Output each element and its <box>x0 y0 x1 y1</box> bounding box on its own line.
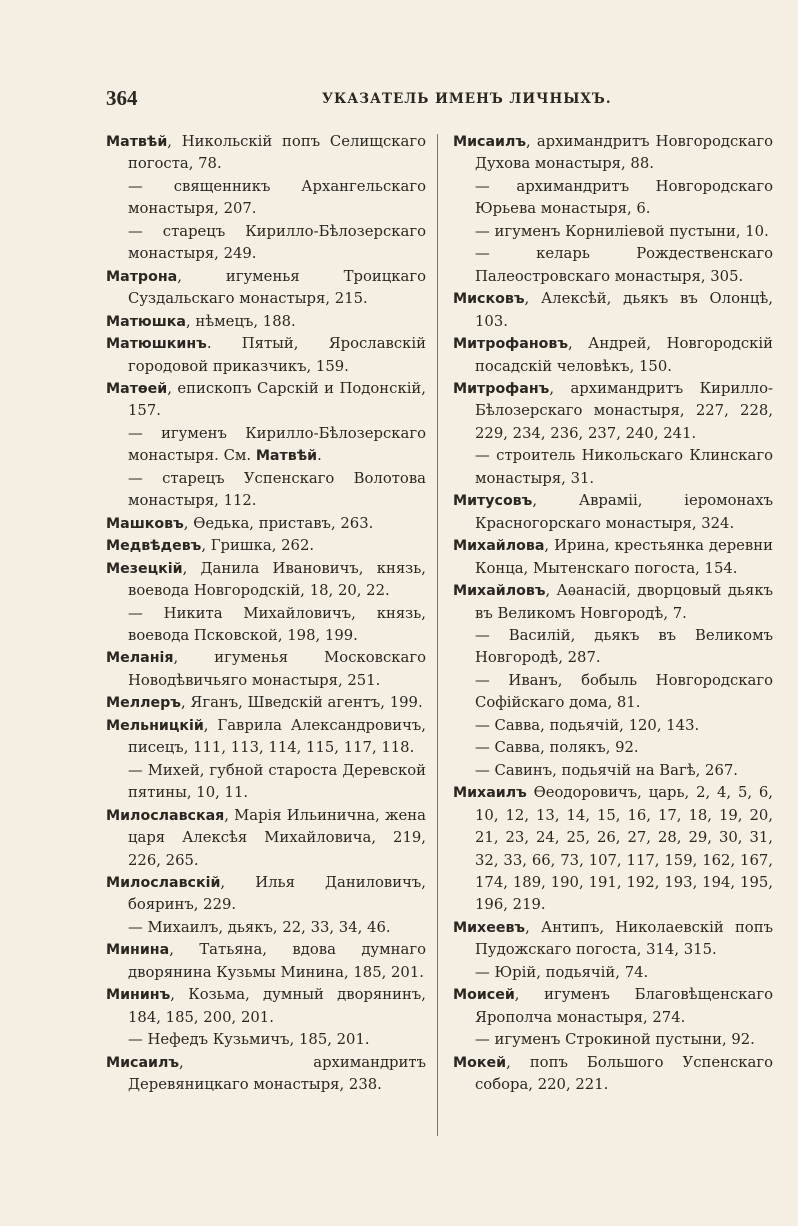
entry-headword: Митусовъ <box>453 493 533 510</box>
entry-headword: Моисей <box>453 987 515 1004</box>
index-entry <box>106 333 426 378</box>
entry-text: — Нефедъ Кузьмичъ, 185, 201. <box>128 1031 370 1049</box>
index-entry <box>453 378 773 445</box>
index-entry <box>106 984 426 1029</box>
index-entry <box>453 625 773 670</box>
index-entry <box>106 1029 426 1051</box>
entry-headword: Мезецкій <box>106 560 183 577</box>
entry-headword: Меллеръ <box>106 695 181 712</box>
entry-text: , Ирина, крестьянка деревни Конца, Мытенскаго погоста, 154. <box>475 537 773 577</box>
entry-text: — Иванъ, бобыль Новгородскаго Софійскаго дома, 81. <box>475 671 773 712</box>
entry-cross-reference: Матвѣй <box>255 448 318 465</box>
index-entry <box>453 782 773 917</box>
entry-headword: Мисаилъ <box>453 134 527 150</box>
index-entry <box>106 266 426 311</box>
index-entry <box>106 221 426 266</box>
entry-text: — архимандритъ Новгородскаго Юрьева монастыря, 6. <box>475 177 773 218</box>
index-entry <box>453 490 773 535</box>
index-entry <box>106 131 426 176</box>
entry-headword: Минина <box>106 942 170 959</box>
entry-headword: Меланія <box>106 650 174 667</box>
index-entry <box>106 378 426 423</box>
entry-text: , игуменъ Благовѣщенскаго Ярополча монастыря, 274. <box>475 986 773 1026</box>
index-entry <box>106 872 426 917</box>
entry-text: , Авраміі, іеромонахъ Красногорскаго монастыря, 324. <box>475 492 773 532</box>
entry-text: , нѣмецъ, 188. <box>185 312 296 330</box>
entry-text: , Никольскій попъ Селищскаго погоста, 78. <box>128 133 426 173</box>
page-header <box>106 86 706 112</box>
index-entry <box>453 288 773 333</box>
entry-headword: Матвѣй <box>106 134 168 150</box>
entry-text: Ѳеодоровичъ, царь, 2, 4, 5, 6, 10, 12, 13, 14, 15, 16, 17, 18, 19, 20, 21, 23, 24, 25, 26, 27, 28, 29, 30, 31, 32, 33, 66, 73, 107, 117, 159, 162, 167, 174, 189, 190, 191, 192, 193, 194, 195, 196, 219. <box>475 784 773 914</box>
entry-text: , Ѳедька, приставъ, 263. <box>183 514 374 532</box>
index-entry <box>453 131 773 176</box>
entry-text: — Савва, подьячій, 120, 143. <box>475 716 700 734</box>
entry-text: , Алексѣй, дьякъ въ Олонцѣ, 103. <box>475 290 773 330</box>
entry-text: — строитель Никольскаго Клинскаго монастыря, 31. <box>475 447 773 487</box>
index-entry <box>453 917 773 962</box>
entry-text: — игуменъ Кирилло-Бѣлозерскаго монастыря. См. <box>128 424 426 465</box>
entry-headword: Матѳей <box>106 380 168 397</box>
entry-text: , Козьма, думный дворянинъ, 184, 185, 200, 201. <box>128 986 426 1026</box>
entry-headword: Мисковъ <box>453 291 525 308</box>
running-title: УКАЗАТЕЛЬ ИМЕНЪ ЛИЧНЫХЪ. <box>322 91 612 107</box>
index-entry <box>453 962 773 984</box>
entry-headword: Машковъ <box>106 515 184 532</box>
entry-text: , Гаврила Александровичъ, писецъ, 111, 113, 114, 115, 117, 118. <box>128 716 426 757</box>
index-entry <box>106 1052 426 1097</box>
entry-headword: Медвѣдевъ <box>106 538 202 555</box>
entry-text: , архимандритъ Кирилло-Бѣлозерскаго монастыря, 227, 228, 229, 234, 236, 237, 240, 241. <box>475 379 773 442</box>
entry-headword: Милославскій <box>106 874 221 891</box>
entry-headword: Михаилъ <box>453 785 527 802</box>
entry-headword: Матюшкинъ <box>106 336 207 353</box>
entry-text: , Аѳанасій, дворцовый дьякъ въ Великомъ Новгородѣ, 7. <box>475 582 773 622</box>
entry-tail: . <box>317 447 322 465</box>
index-entry <box>106 535 426 557</box>
entry-headword: Митрофановъ <box>453 336 569 353</box>
entry-text: — Михей, губной староста Деревской пятины, 10, 11. <box>128 761 426 802</box>
entry-headword: Мисаилъ <box>106 1054 180 1071</box>
entry-headword: Михайловъ <box>453 583 546 600</box>
entry-text: , архимандритъ Деревяницкаго монастыря, 238. <box>128 1053 426 1094</box>
index-entry <box>106 468 426 513</box>
entry-text: . Пятый, Ярославскій городовой приказчикъ, 159. <box>128 335 426 375</box>
page-number: 364 <box>106 86 138 110</box>
index-entry <box>453 221 773 243</box>
entry-text: , Татьяна, вдова думнаго дворянина Кузьмы Минина, 185, 201. <box>128 941 426 981</box>
entry-text: , епископъ Сарскій и Подонскій, 157. <box>128 379 426 420</box>
column-divider <box>437 134 438 1136</box>
index-entry <box>106 513 426 535</box>
index-entry <box>106 917 426 939</box>
index-entry <box>453 760 773 782</box>
index-entry <box>453 333 773 378</box>
entry-text: , игуменья Троицкаго Суздальскаго монастыря, 215. <box>128 267 426 308</box>
index-entry <box>106 311 426 333</box>
entry-text: — священникъ Архангельскаго монастыря, 207. <box>128 177 426 218</box>
entry-text: , Марія Ильинична, жена царя Алексѣя Михайловича, 219, 226, 265. <box>128 806 426 869</box>
entry-text: , попъ Большого Успенскаго собора, 220, 221. <box>475 1053 773 1094</box>
entry-text: , Данила Ивановичъ, князь, воевода Новгородскій, 18, 20, 22. <box>128 559 426 600</box>
entry-headword: Митрофанъ <box>453 380 550 397</box>
index-entry <box>453 1029 773 1051</box>
entry-headword: Мокей <box>453 1054 507 1071</box>
index-entry <box>453 737 773 759</box>
entry-text: , Илья Даниловичъ, бояринъ, 229. <box>128 873 426 914</box>
index-entry <box>106 423 426 468</box>
index-entry <box>453 445 773 490</box>
entry-headword: Михеевъ <box>453 919 526 936</box>
entry-text: — игуменъ Строкиной пустыни, 92. <box>475 1031 755 1049</box>
left-column <box>106 131 426 1096</box>
index-entry <box>453 176 773 221</box>
entry-headword: Михайлова <box>453 538 545 555</box>
right-column <box>453 131 773 1096</box>
entry-headword: Мельницкій <box>106 717 204 734</box>
entry-text: — Савинъ, подьячій на Вагѣ, 267. <box>475 761 738 779</box>
index-entry <box>106 715 426 760</box>
entry-headword: Матюшка <box>106 313 186 330</box>
index-entry <box>106 603 426 648</box>
entry-text: — Михаилъ, дьякъ, 22, 33, 34, 46. <box>128 918 391 936</box>
index-entry <box>106 558 426 603</box>
entry-text: , архимандритъ Новгородскаго Духова монастыря, 88. <box>475 133 773 173</box>
entry-headword: Матрона <box>106 268 178 285</box>
index-entry <box>453 243 773 288</box>
entry-text: — келарь Рождественскаго Палеостровскаго монастыря, 305. <box>475 245 773 285</box>
entry-text: — Савва, полякъ, 92. <box>475 739 639 757</box>
index-entry <box>453 984 773 1029</box>
entry-text: — старецъ Успенскаго Волотова монастыря, 112. <box>128 469 426 510</box>
entry-headword: Милославская <box>106 807 225 824</box>
index-entry <box>453 580 773 625</box>
entry-text: — Василій, дьякъ въ Великомъ Новгородѣ, 287. <box>475 626 773 667</box>
entry-text: — Юрій, подьячій, 74. <box>475 963 649 981</box>
entry-text: — игуменъ Корниліевой пустыни, 10. <box>475 222 769 240</box>
index-entry <box>106 692 426 714</box>
index-entry <box>453 670 773 715</box>
entry-text: , Яганъ, Шведскій агентъ, 199. <box>180 694 423 712</box>
index-entry <box>106 939 426 984</box>
entry-text: , игуменья Московскаго Новодѣвичьяго монастыря, 251. <box>128 649 426 689</box>
entry-text: — старецъ Кирилло-Бѣлозерскаго монастыря, 249. <box>128 222 426 263</box>
index-entry <box>453 1052 773 1097</box>
index-entry <box>106 805 426 872</box>
index-entry <box>106 176 426 221</box>
index-entry <box>453 535 773 580</box>
entry-text: , Антипъ, Николаевскій попъ Пудожскаго погоста, 314, 315. <box>475 918 773 959</box>
entry-text: , Гришка, 262. <box>201 537 315 555</box>
entry-headword: Мининъ <box>106 987 171 1004</box>
index-entry <box>453 715 773 737</box>
index-entry <box>106 647 426 692</box>
entry-text: — Никита Михайловичъ, князь, воевода Псковской, 198, 199. <box>128 604 426 644</box>
index-entry <box>106 760 426 805</box>
entry-text: , Андрей, Новгородскій посадскій человѣкъ, 150. <box>475 335 773 375</box>
